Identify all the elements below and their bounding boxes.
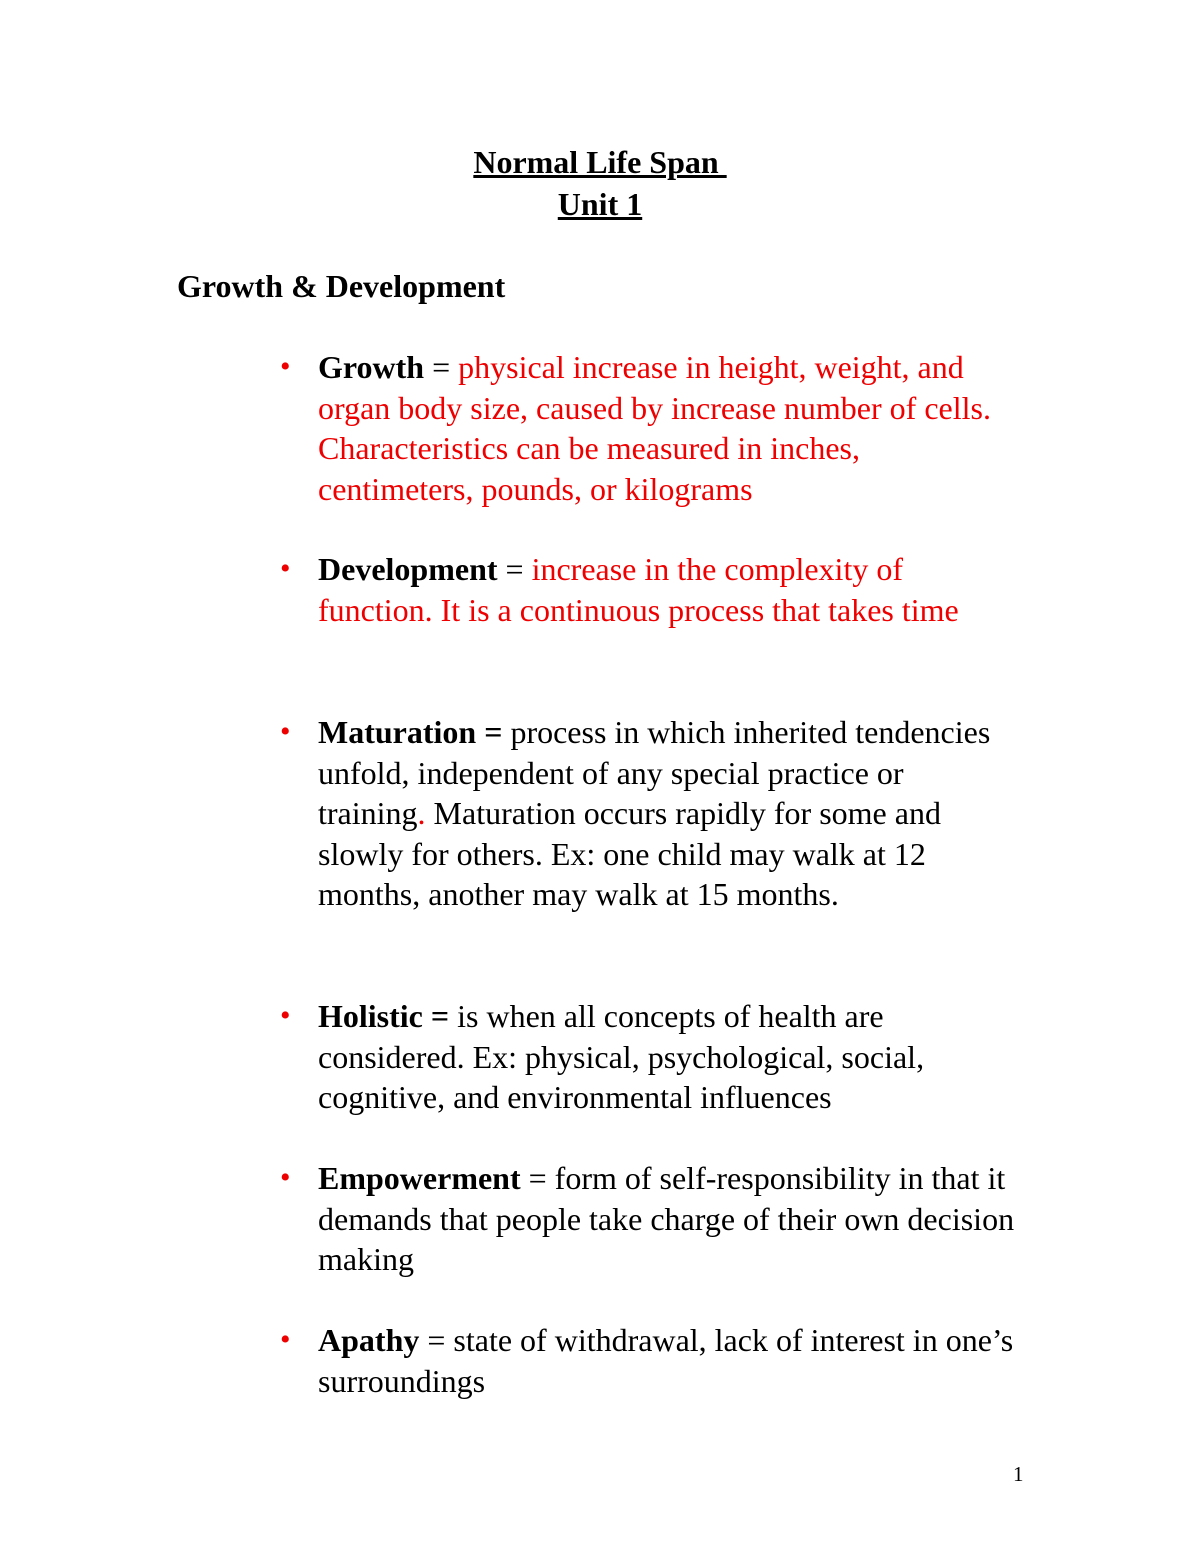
list-item-apathy	[280, 1320, 1018, 1401]
definition-maturation-part2: Maturation occurs rapidly for some and slowly for others. Ex: one child may walk at 12 months, another may walk at 15 months.	[318, 795, 941, 913]
bullet-icon: •	[280, 350, 291, 383]
definition-holistic: is when all concepts of health are considered. Ex: physical, psychological, social, cognitive, and environmental influences	[318, 998, 925, 1116]
term-maturation: Maturation =	[318, 714, 503, 750]
page-number: 1	[1013, 1462, 1024, 1486]
definition-development: increase in the complexity of function. It is a continuous process that takes time	[318, 551, 959, 628]
term-empowerment: Empowerment	[318, 1160, 521, 1196]
term-apathy: Apathy	[318, 1322, 420, 1358]
term-growth: Growth	[318, 349, 425, 385]
list-item-development	[280, 549, 1018, 630]
document-title: Normal Life Span	[473, 144, 727, 180]
document-subtitle: Unit 1	[557, 186, 643, 222]
definition-apathy: = state of withdrawal, lack of interest in one’s surroundings	[318, 1322, 1014, 1399]
term-development: Development	[318, 551, 498, 587]
list-item-holistic	[280, 996, 1018, 1118]
bullet-icon: •	[280, 1323, 291, 1356]
bullet-icon: •	[280, 715, 291, 748]
definition-growth: physical increase in height, weight, and organ body size, caused by increase number of cells. Characteristics can be measured in inches, centimeters, pounds, or kilograms	[318, 349, 991, 507]
definition-maturation-part1: process in which inherited tendencies unfold, independent of any special practice or training	[318, 714, 991, 832]
list-item-empowerment	[280, 1158, 1018, 1280]
separator: =	[497, 551, 532, 587]
section-heading: Growth & Development	[177, 268, 506, 304]
bullet-icon: •	[280, 1161, 291, 1194]
bullet-icon: •	[280, 999, 291, 1032]
definition-empowerment: = form of self-responsibility in that it demands that people take charge of their own decision making	[318, 1160, 1015, 1278]
term-holistic: Holistic =	[318, 998, 450, 1034]
definition-maturation-dot: .	[417, 795, 426, 832]
separator: =	[424, 349, 459, 385]
list-item-maturation	[280, 712, 1018, 915]
list-item-growth	[280, 347, 1018, 509]
bullet-icon: •	[280, 552, 291, 585]
